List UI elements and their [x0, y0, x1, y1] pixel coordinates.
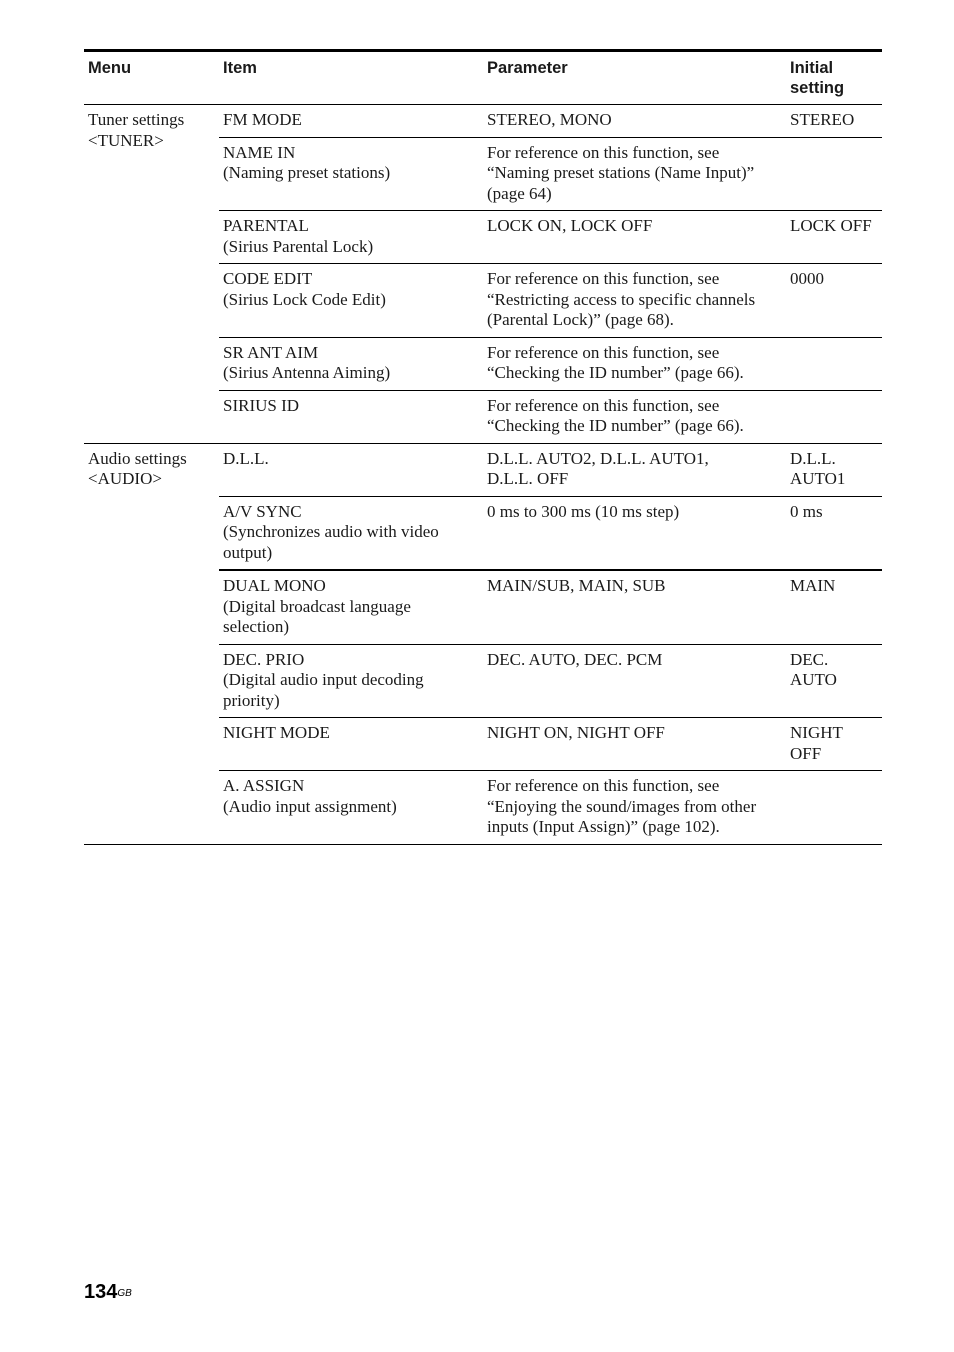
header-item: Item	[219, 51, 483, 105]
item-cell: SIRIUS ID	[219, 390, 483, 443]
item-cell: DEC. PRIO (Digital audio input decoding priority)	[219, 644, 483, 718]
initial-cell: STEREO	[786, 105, 882, 138]
initial-cell	[786, 771, 882, 845]
initial-cell	[786, 337, 882, 390]
item-cell: CODE EDIT (Sirius Lock Code Edit)	[219, 264, 483, 338]
table-row	[84, 443, 882, 496]
item-cell: PARENTAL (Sirius Parental Lock)	[219, 211, 483, 264]
item-cell: NAME IN (Naming preset stations)	[219, 137, 483, 211]
item-cell: A/V SYNC (Synchronizes audio with video output)	[219, 496, 483, 570]
table-row	[84, 105, 882, 138]
item-cell: A. ASSIGN (Audio input assignment)	[223, 776, 397, 816]
header-parameter: Parameter	[483, 51, 786, 105]
page-number-suffix: GB	[117, 1288, 132, 1299]
settings-table	[84, 49, 882, 845]
initial-cell	[786, 390, 882, 443]
parameter-cell: 0 ms to 300 ms (10 ms step)	[483, 496, 786, 570]
item-cell: FM MODE	[219, 105, 483, 138]
item-cell: DUAL MONO (Digital broadcast language selection)	[219, 570, 483, 644]
header-initial-setting: Initial setting	[786, 51, 882, 105]
parameter-cell: For reference on this function, see “Enjoying the sound/images from other inputs (Input Assign)” (page 102).	[487, 776, 757, 836]
item-cell: NIGHT MODE	[219, 718, 483, 771]
header-menu: Menu	[84, 51, 219, 105]
initial-cell: MAIN	[786, 570, 882, 644]
table-header-row	[84, 51, 882, 105]
initial-cell: NIGHT OFF	[786, 718, 882, 771]
initial-cell: D.L.L. AUTO1	[786, 443, 882, 496]
parameter-cell: For reference on this function, see “Checking the ID number” (page 66).	[483, 390, 786, 443]
parameter-cell: STEREO, MONO	[483, 105, 786, 138]
parameter-cell: D.L.L. AUTO2, D.L.L. AUTO1, D.L.L. OFF	[483, 443, 786, 496]
page-number-value: 134	[84, 1281, 118, 1303]
initial-cell	[786, 137, 882, 211]
initial-cell: LOCK OFF	[786, 211, 882, 264]
item-cell: D.L.L.	[219, 443, 483, 496]
parameter-cell: DEC. AUTO, DEC. PCM	[483, 644, 786, 718]
menu-cell-tuner: Tuner settings <TUNER>	[84, 105, 219, 444]
initial-cell: 0 ms	[786, 496, 882, 570]
parameter-cell: MAIN/SUB, MAIN, SUB	[483, 570, 786, 644]
parameter-cell: NIGHT ON, NIGHT OFF	[483, 718, 786, 771]
parameter-cell: LOCK ON, LOCK OFF	[483, 211, 786, 264]
page-number	[84, 1280, 132, 1304]
item-cell: SR ANT AIM (Sirius Antenna Aiming)	[219, 337, 483, 390]
initial-cell: DEC. AUTO	[786, 644, 882, 718]
parameter-cell: For reference on this function, see “Restricting access to specific channels (Parental Lock)” (page 68).	[483, 264, 786, 338]
menu-cell-audio: Audio settings <AUDIO>	[88, 448, 187, 488]
initial-cell: 0000	[786, 264, 882, 338]
parameter-cell: For reference on this function, see “Naming preset stations (Name Input)” (page 64)	[483, 137, 786, 211]
parameter-cell: For reference on this function, see “Checking the ID number” (page 66).	[483, 337, 786, 390]
